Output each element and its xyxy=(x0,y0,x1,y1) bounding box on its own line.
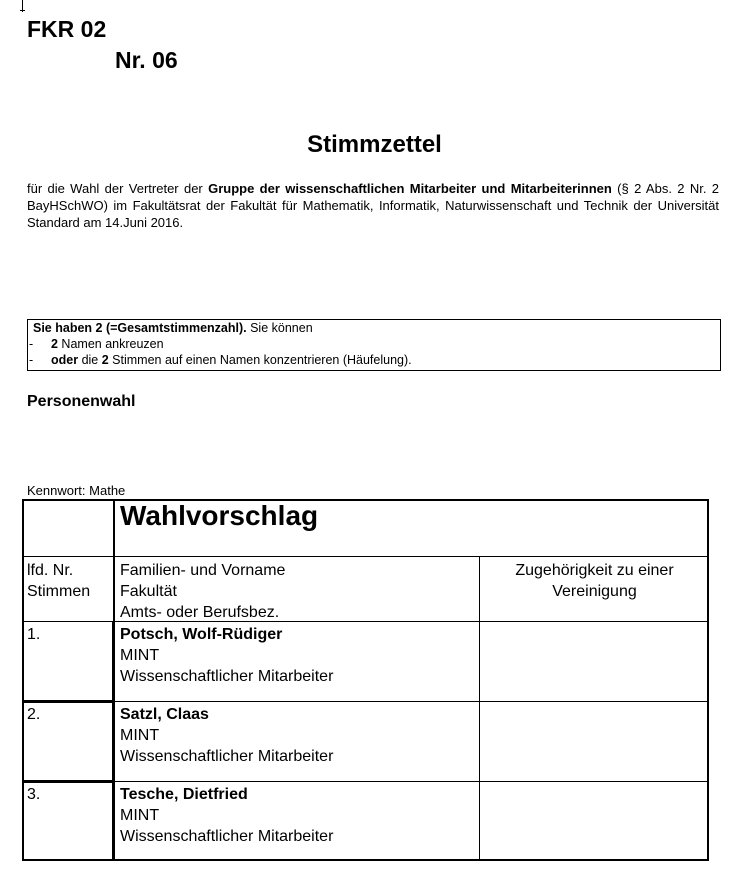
instruction-line-1 xyxy=(33,320,720,336)
row-divider xyxy=(24,556,707,557)
column-header-number xyxy=(27,560,90,602)
header-line: Amts- oder Berufsbez. xyxy=(120,604,280,621)
header-line: Fakultät xyxy=(120,583,177,600)
vote-count-text: Sie haben 2 (=Gesamtstimmenzahl). xyxy=(33,321,247,335)
ballot-table xyxy=(22,499,709,861)
intro-text-2: (§ 2 Abs. 2 Nr. 2 BayHSchWO) im Fakultätsrat der Fakultät für Mathematik, Informatik, Naturwissenschaft und Technik der Universität Standard am 14.Juni 2016. xyxy=(27,181,720,230)
header-line: lfd. Nr. xyxy=(27,562,74,579)
instruction-number: 2 xyxy=(51,337,58,351)
page-title: Stimmzettel xyxy=(307,131,442,158)
instruction-line-3 xyxy=(29,352,720,368)
candidate-number: 2. xyxy=(27,706,41,723)
list-dash: - xyxy=(29,337,34,351)
candidate-name: Satzl, Claas xyxy=(120,706,209,723)
kennwort-label: Kennwort: Mathe xyxy=(27,483,126,498)
instruction-or: oder xyxy=(51,353,79,367)
instruction-number: 2 xyxy=(101,353,109,367)
candidate-name: Potsch, Wolf-Rüdiger xyxy=(120,626,283,643)
number-cell-border xyxy=(24,700,114,703)
instruction-text: die xyxy=(78,353,102,367)
instruction-text: Namen ankreuzen xyxy=(57,337,164,351)
header-line: Familien- und Vorname xyxy=(120,562,286,579)
header-line: Stimmen xyxy=(27,583,91,600)
voting-instructions-box xyxy=(27,319,721,371)
column-header-name xyxy=(120,560,285,623)
intro-group-name: Gruppe der wissenschaftlichen Mitarbeiter und Mitarbeiterinnen xyxy=(208,181,612,196)
candidate-position: Wissenschaftlicher Mitarbeiter xyxy=(120,668,334,685)
candidate-name: Tesche, Dietfried xyxy=(120,786,248,803)
candidate-position: Wissenschaftlicher Mitarbeiter xyxy=(120,748,334,765)
form-number: Nr. 06 xyxy=(115,47,178,73)
instruction-text: Sie können xyxy=(246,321,313,335)
candidate-entry xyxy=(120,784,333,847)
form-code: FKR 02 xyxy=(27,16,107,42)
header-line: Vereinigung xyxy=(552,583,637,600)
candidate-entry xyxy=(120,704,333,767)
intro-paragraph xyxy=(27,180,719,231)
row-divider xyxy=(24,781,707,782)
ballot-title: Wahlvorschlag xyxy=(120,500,319,531)
instruction-text: Stimmen auf einen Namen konzentrieren (Häufelung). xyxy=(108,353,412,367)
section-heading: Personenwahl xyxy=(27,393,136,410)
candidate-faculty: MINT xyxy=(120,647,160,664)
column-header-association xyxy=(480,560,709,602)
row-divider xyxy=(24,701,707,702)
number-column-border xyxy=(112,621,115,859)
candidate-faculty: MINT xyxy=(120,727,160,744)
header-line: Zugehörigkeit zu einer xyxy=(515,562,674,579)
text-cursor-mark xyxy=(22,0,23,12)
candidate-faculty: MINT xyxy=(120,807,160,824)
instruction-line-2 xyxy=(29,336,720,352)
intro-text-1: für die Wahl der Vertreter der xyxy=(27,181,209,196)
candidate-number: 3. xyxy=(27,786,41,803)
candidate-entry xyxy=(120,624,333,687)
list-dash: - xyxy=(29,353,34,367)
number-cell-border xyxy=(24,780,114,783)
candidate-position: Wissenschaftlicher Mitarbeiter xyxy=(120,828,334,845)
candidate-number: 1. xyxy=(27,626,41,643)
